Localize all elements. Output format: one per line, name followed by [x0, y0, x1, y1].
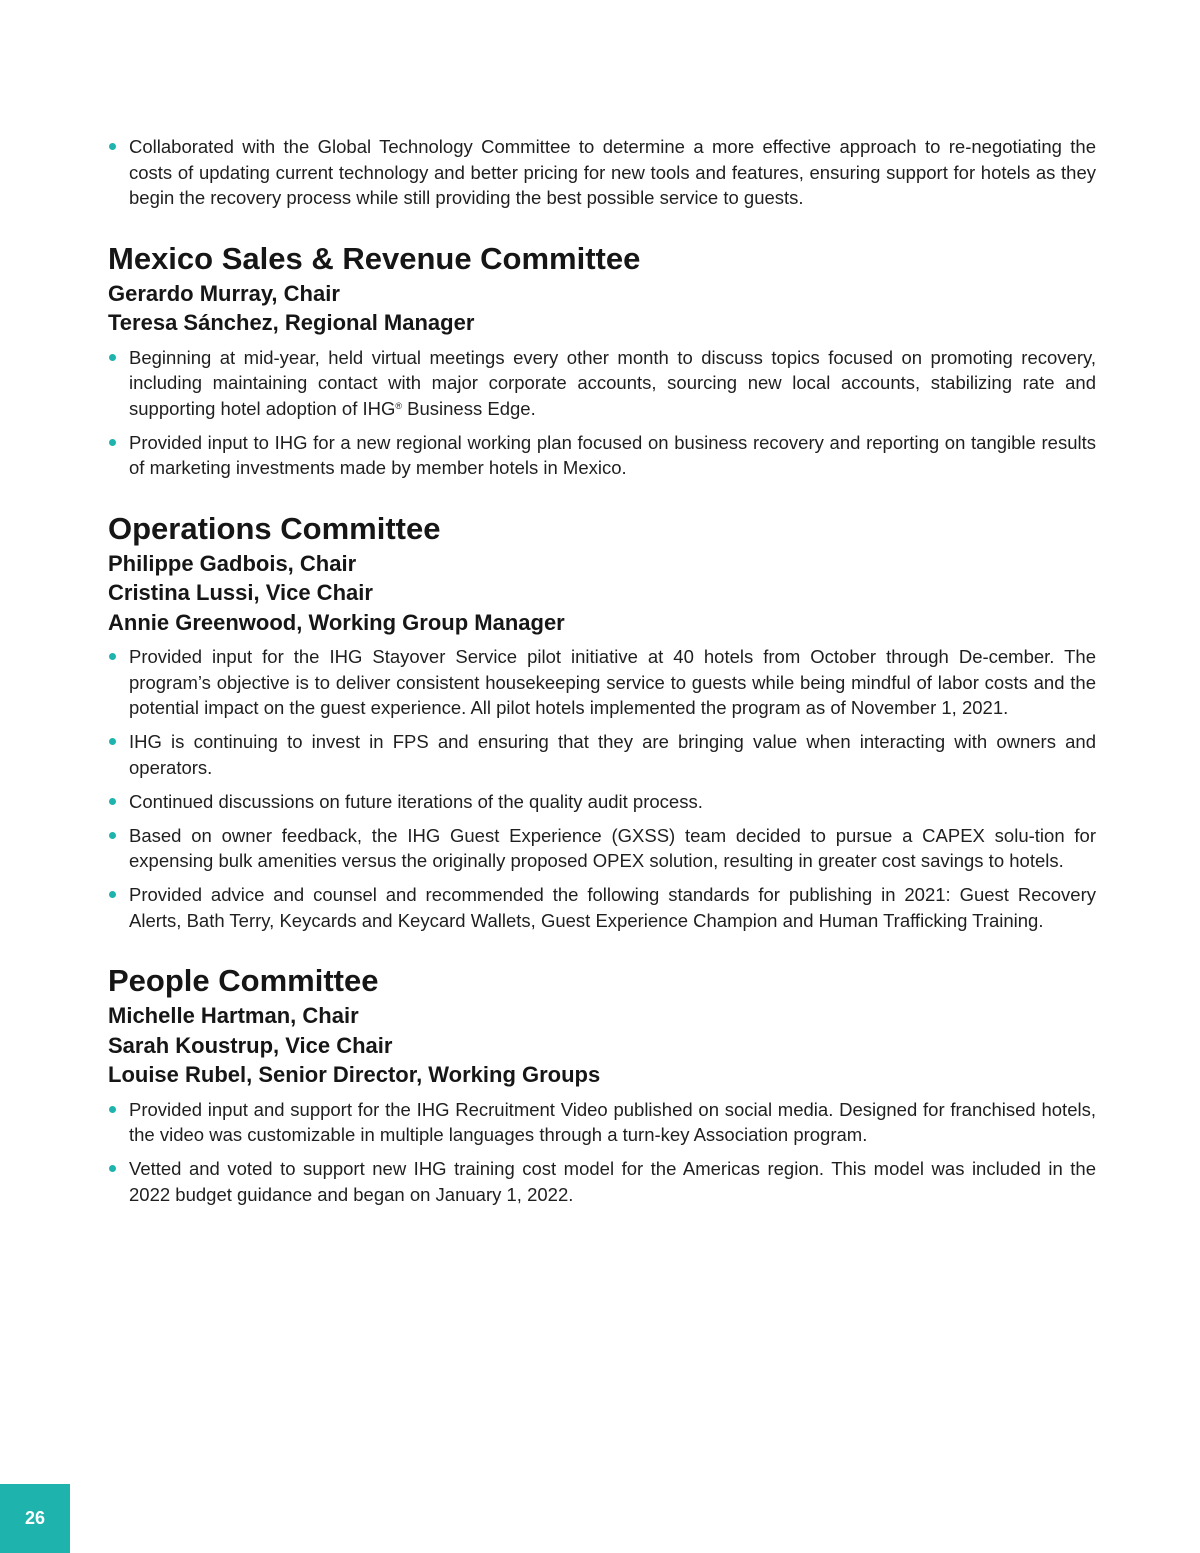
officer-list	[108, 1001, 1096, 1090]
list-item: Collaborated with the Global Technology Committee to determine a more effective approach to re-negotiating the costs of updating current technology and better pricing for new tools and features, ensuring support for hotels as they begin the recovery process while still providing the best possible service to guests.	[108, 134, 1096, 211]
bullet-dot-icon	[109, 653, 116, 660]
list-item: IHG is continuing to invest in FPS and ensuring that they are bringing value when interacting with owners and operators.	[108, 729, 1096, 780]
officer-name: Michelle Hartman, Chair	[108, 1003, 359, 1028]
bullet-list	[108, 345, 1096, 481]
list-item: Provided input to IHG for a new regional working plan focused on business recovery and reporting on tangible results of marketing investments made by member hotels in Mexico.	[108, 430, 1096, 481]
officer-name: Gerardo Murray, Chair	[108, 280, 340, 306]
bullet-dot-icon	[109, 439, 116, 446]
page-number-badge	[0, 1484, 70, 1553]
bullet-dot-icon	[109, 738, 116, 745]
officer-name: Louise Rubel, Senior Director, Working Groups	[108, 1062, 601, 1087]
officer-list	[108, 279, 1096, 338]
section-title: Mexico Sales & Revenue Committee	[108, 240, 641, 276]
page-content	[108, 134, 1096, 1216]
bullet-dot-icon	[109, 891, 116, 898]
list-item: Based on owner feedback, the IHG Guest Experience (GXSS) team decided to pursue a CAPEX solu-tion for expensing bulk amenities versus the originally proposed OPEX solution, resulting in greater cost savings to hotels.	[108, 823, 1096, 874]
bullet-dot-icon	[109, 1106, 116, 1113]
officer-name: Cristina Lussi, Vice Chair	[108, 580, 373, 605]
officer-name: Teresa Sánchez, Regional Manager	[108, 310, 475, 335]
list-item: Beginning at mid-year, held virtual meetings every other month to discuss topics focused on promoting recovery, including maintaining contact with major corporate accounts, sourcing new local accounts, stabilizing rate and supporting hotel adoption of IHG® Business Edge.	[108, 345, 1096, 422]
list-item: Provided advice and counsel and recommended the following standards for publishing in 2021: Guest Recovery Alerts, Bath Terry, Keycards and Keycard Wallets, Guest Experience Champion and Human Trafficking Training.	[108, 882, 1096, 933]
bullet-dot-icon	[109, 832, 116, 839]
bullet-list	[108, 1097, 1096, 1208]
registered-mark: ®	[395, 400, 403, 411]
mexico-committee-section	[108, 241, 1096, 481]
bullet-dot-icon	[109, 354, 116, 361]
bullet-dot-icon	[109, 143, 116, 150]
officer-name: Philippe Gadbois, Chair	[108, 550, 357, 576]
bullet-list	[108, 644, 1096, 933]
list-item: Continued discussions on future iterations of the quality audit process.	[108, 789, 1096, 815]
officer-name: Sarah Koustrup, Vice Chair	[108, 1032, 393, 1058]
officer-list	[108, 549, 1096, 638]
list-item: Vetted and voted to support new IHG training cost model for the Americas region. This model was included in the 2022 budget guidance and began on January 1, 2022.	[108, 1156, 1096, 1207]
officer-name: Annie Greenwood, Working Group Manager	[108, 609, 565, 635]
operations-committee-section	[108, 511, 1096, 934]
page-number: 26	[24, 1508, 46, 1528]
bullet-dot-icon	[109, 798, 116, 805]
section-title: Operations Committee	[108, 510, 441, 546]
intro-bullet-list	[108, 134, 1096, 211]
list-item: Provided input for the IHG Stayover Service pilot initiative at 40 hotels from October through De-cember. The program’s objective is to deliver consistent housekeeping service to guests while being mindful of labor costs and the potential impact on the guest experience. All pilot hotels implemented the program as of November 1, 2021.	[108, 644, 1096, 721]
bullet-dot-icon	[109, 1165, 116, 1172]
section-title: People Committee	[108, 963, 379, 998]
people-committee-section	[108, 963, 1096, 1207]
list-item: Provided input and support for the IHG Recruitment Video published on social media. Designed for franchised hotels, the video was customizable in multiple languages through a turn-key Association program.	[108, 1097, 1096, 1148]
